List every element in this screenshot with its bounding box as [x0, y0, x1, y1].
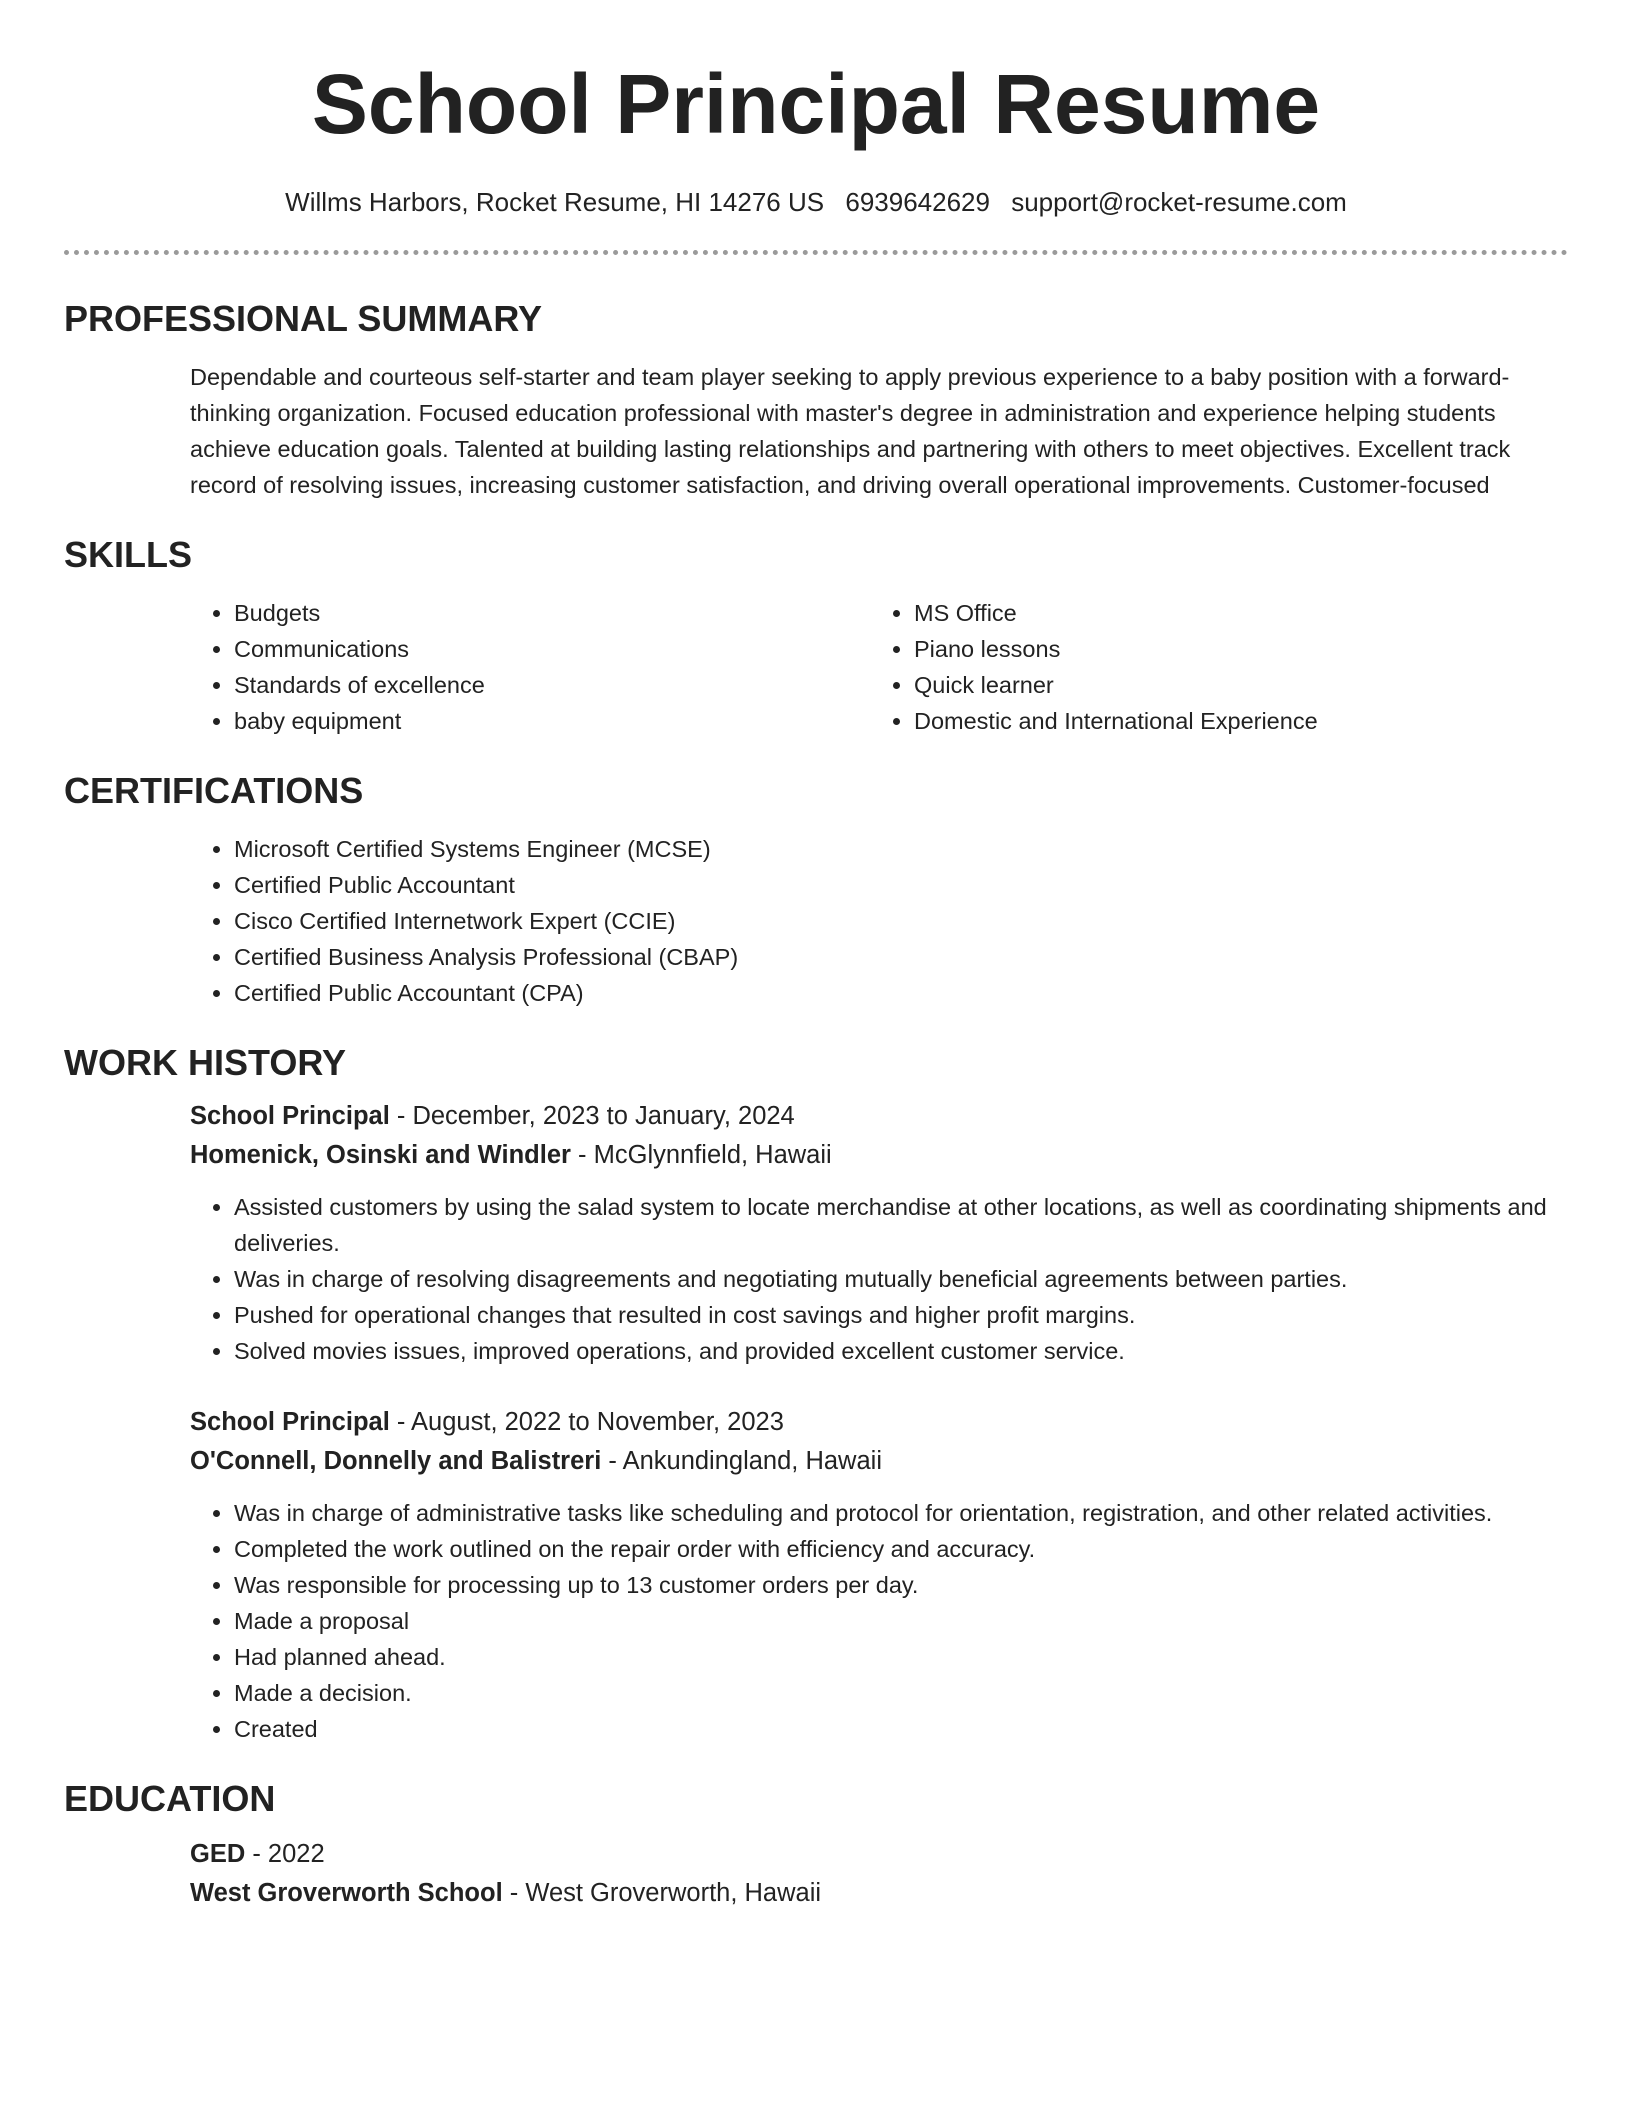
job-bullet: • Made a decision. [234, 1675, 1560, 1711]
job-location: - Ankundingland, Hawaii [601, 1447, 882, 1475]
job-title: School Principal [190, 1408, 390, 1436]
skill-item: • Standards of excellence [234, 667, 870, 703]
job-dates: - December, 2023 to January, 2024 [389, 1102, 795, 1130]
job-company-line [190, 1442, 1560, 1481]
job-bullet: • Completed the work outlined on the repair order with efficiency and accuracy. [234, 1531, 1560, 1567]
skill-item: • Communications [234, 631, 870, 667]
education-heading: EDUCATION [64, 1778, 276, 1819]
skill-item: • baby equipment [234, 703, 870, 739]
skill-item: • Domestic and International Experience [914, 703, 1550, 739]
summary-text: Dependable and courteous self-starter and team player seeking to apply previous experience to a baby position with a forward-thinking organization. Focused education professional with master's degree in administration and experience helping students achieve education goals. Talented at building lasting relationships and partnering with others to meet objectives. Excellent track record of resolving issues, increasing customer satisfaction, and driving overall operational improvements. Customer-focused [190, 364, 1511, 498]
work-history-section [64, 1041, 1568, 1747]
skill-item: • MS Office [914, 595, 1550, 631]
skills-left-column [190, 595, 870, 739]
education-degree: GED [190, 1840, 246, 1868]
job-bullet: • Was in charge of administrative tasks like scheduling and protocol for orientation, registration, and other related activities. [234, 1495, 1560, 1531]
job-bullet: • Was responsible for processing up to 13 customer orders per day. [234, 1567, 1560, 1603]
education-section [64, 1777, 1568, 1913]
job-bullet: • Created [234, 1711, 1560, 1747]
resume-page [64, 0, 1568, 1913]
contact-phone: 6939642629 [845, 187, 990, 217]
skill-item: • Quick learner [914, 667, 1550, 703]
job-title-line [190, 1403, 1560, 1442]
certifications-section [64, 769, 1568, 1011]
education-school-line [190, 1874, 1560, 1913]
skills-section [64, 533, 1568, 739]
job-title-line [190, 1097, 1560, 1136]
job-bullet: • Assisted customers by using the salad system to locate merchandise at other locations, as well as coordinating shipments and deliveries. [234, 1189, 1560, 1261]
job-company: O'Connell, Donnelly and Balistreri [190, 1447, 602, 1475]
skill-item: • Piano lessons [914, 631, 1550, 667]
work-history-heading: WORK HISTORY [64, 1042, 347, 1083]
job-entry [190, 1403, 1560, 1747]
certification-item: • Certified Public Accountant [234, 867, 1560, 903]
certification-item: • Certified Business Analysis Professional (CBAP) [234, 939, 1560, 975]
skills-heading: SKILLS [64, 534, 193, 575]
skill-item: • Budgets [234, 595, 870, 631]
education-year: - 2022 [245, 1840, 325, 1868]
job-bullet: • Pushed for operational changes that resulted in cost savings and higher profit margins. [234, 1297, 1560, 1333]
job-company-line [190, 1136, 1560, 1175]
certification-item: • Certified Public Accountant (CPA) [234, 975, 1560, 1011]
education-location: - West Groverworth, Hawaii [502, 1879, 822, 1907]
education-degree-line [190, 1835, 1560, 1874]
page-title: School Principal Resume [311, 57, 1321, 151]
job-bullet: • Made a proposal [234, 1603, 1560, 1639]
summary-section [64, 297, 1568, 503]
certification-item: • Cisco Certified Internetwork Expert (CCIE) [234, 903, 1560, 939]
contact-address: Willms Harbors, Rocket Resume, HI 14276 US [285, 187, 825, 217]
contact-email: support@rocket-resume.com [1011, 187, 1347, 217]
job-location: - McGlynnfield, Hawaii [570, 1141, 832, 1169]
job-bullet: • Was in charge of resolving disagreements and negotiating mutually beneficial agreements between parties. [234, 1261, 1560, 1297]
summary-heading: PROFESSIONAL SUMMARY [64, 298, 543, 339]
job-bullet: • Solved movies issues, improved operations, and provided excellent customer service. [234, 1333, 1560, 1369]
job-entry [190, 1097, 1560, 1369]
job-bullet: • Had planned ahead. [234, 1639, 1560, 1675]
education-school: West Groverworth School [190, 1879, 503, 1907]
job-dates: - August, 2022 to November, 2023 [389, 1408, 784, 1436]
certification-item: • Microsoft Certified Systems Engineer (MCSE) [234, 831, 1560, 867]
contact-line [64, 186, 1568, 218]
header-divider [64, 250, 1568, 255]
job-title: School Principal [190, 1102, 390, 1130]
job-company: Homenick, Osinski and Windler [190, 1141, 571, 1169]
skills-right-column [870, 595, 1550, 739]
certifications-heading: CERTIFICATIONS [64, 770, 364, 811]
